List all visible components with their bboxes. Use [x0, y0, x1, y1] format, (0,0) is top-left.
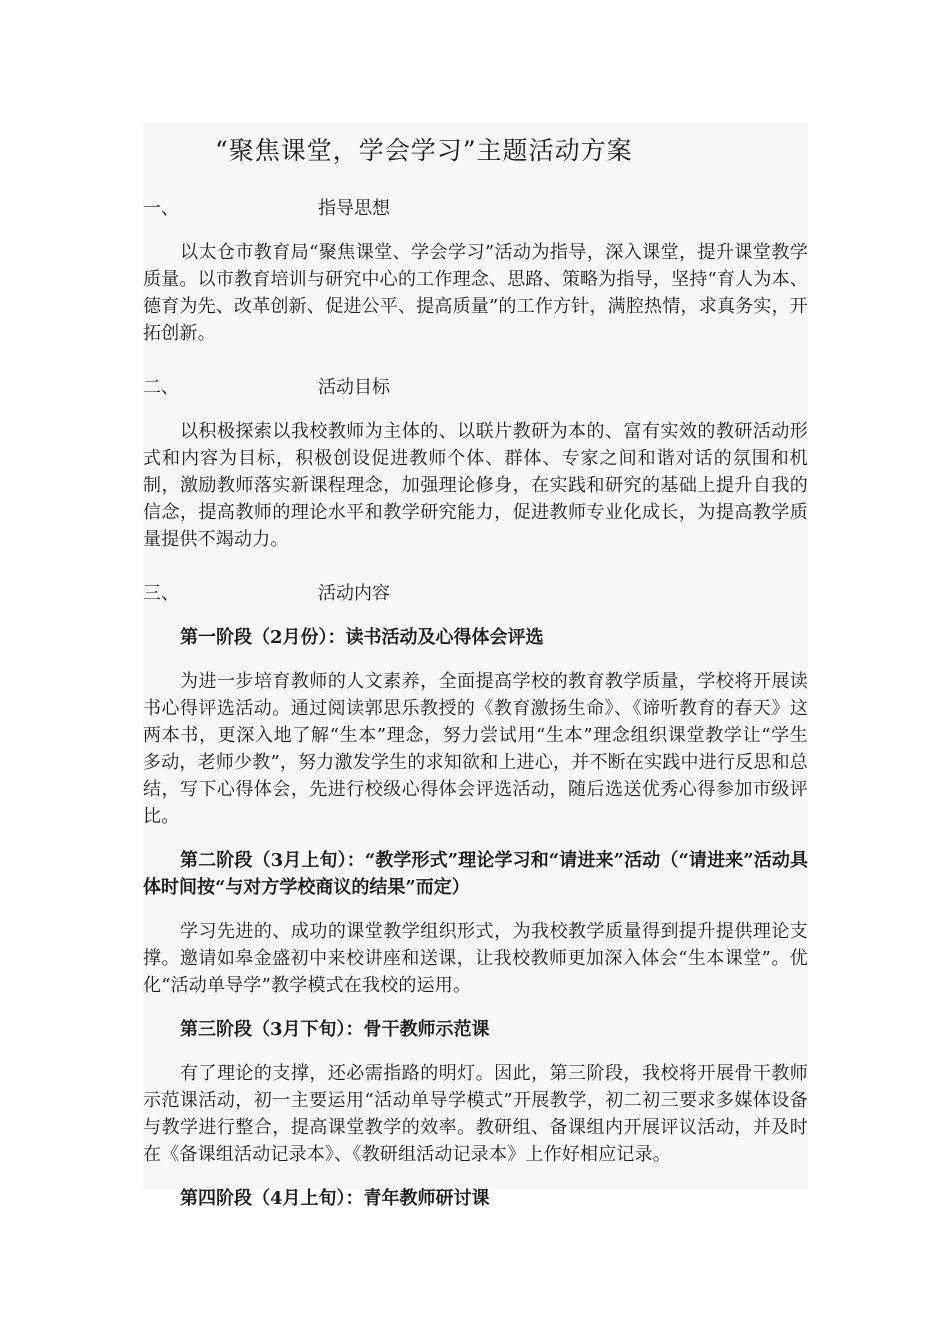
document-title: “聚焦课堂，学会学习”主题活动方案	[215, 136, 633, 165]
stage-2-title: 第二阶段（3月上旬）：“教学形式”理论学习和“请进来”活动（“请进来”活动具体时间按“与对方学校商议的结果”而定）	[143, 850, 808, 898]
stage-3-text: 有了理论的支撑，还必需指路的明灯。因此，第三阶段，我校将开展骨干教师示范课活动，初一主要运用“活动单导学模式”开展教学，初二初三要求多媒体设备与教学进行整合，提高课堂教学的效率。教研组、备课组内开展评议活动，并及时在《备课组活动记录本》、《教研组活动记录本》上作好相应记录。	[143, 1063, 808, 1165]
document-body	[143, 122, 808, 1212]
section-number: 三、	[143, 583, 179, 604]
section-heading-1	[143, 196, 808, 222]
section-heading-3	[143, 581, 808, 607]
section-title: 活动内容	[318, 583, 390, 604]
paragraph-guiding-idea: 以太仓市教育局“聚焦课堂、学会学习”活动为指导，深入课堂，提升课堂教学质量。以市教育培训与研究中心的工作理念、思路、策略为指导，坚持“育人为本、德育为先、改革创新、促进公平、提高质量”的工作方针，满腔热情，求真务实，开拓创新。	[143, 242, 808, 344]
section-number: 一、	[143, 198, 179, 219]
stage-2-text: 学习先进的、成功的课堂教学组织形式，为我校教学质量得到提升提供理论支撑。邀请如皋金盛初中来校讲座和送课，让我校教师更加深入体会“生本课堂”。优化“活动单导学”教学模式在我校的运用。	[143, 921, 808, 996]
stage-1-title: 第一阶段（2月份）：读书活动及心得体会评选	[180, 627, 544, 648]
stage-4-title: 第四阶段（4月上旬）：青年教师研讨课	[180, 1188, 490, 1209]
section-title: 指导思想	[318, 198, 390, 219]
stage-3-title: 第三阶段（3月下旬）：骨干教师示范课	[180, 1019, 490, 1040]
stage-1-text: 为进一步培育教师的人文素养，全面提高学校的教育教学质量，学校将开展读书心得评选活动。通过阅读郭思乐教授的《教育激扬生命》、《谛听教育的春天》这两本书，更深入地了解“生本”理念，努力尝试用“生本”理念组织课堂教学让“学生多动，老师少教”，努力激发学生的求知欲和上进心，并不断在实践中进行反思和总结，写下心得体会，先进行校级心得体会评选活动，随后选送优秀心得参加市级评比。	[143, 671, 808, 827]
section-heading-2	[143, 375, 808, 401]
paragraph-activity-goal: 以积极探索以我校教师为主体的、以联片教研为本的、富有实效的教研活动形式和内容为目标，积极创设促进教师个体、群体、专家之间和谐对话的氛围和机制，激励教师落实新课程理念，加强理论修身，在实践和研究的基础上提升自我的信念，提高教师的理论水平和教学研究能力，促进教师专业化成长，为提高教学质量提供不竭动力。	[143, 421, 808, 550]
section-title: 活动目标	[318, 377, 390, 398]
section-number: 二、	[143, 377, 179, 398]
